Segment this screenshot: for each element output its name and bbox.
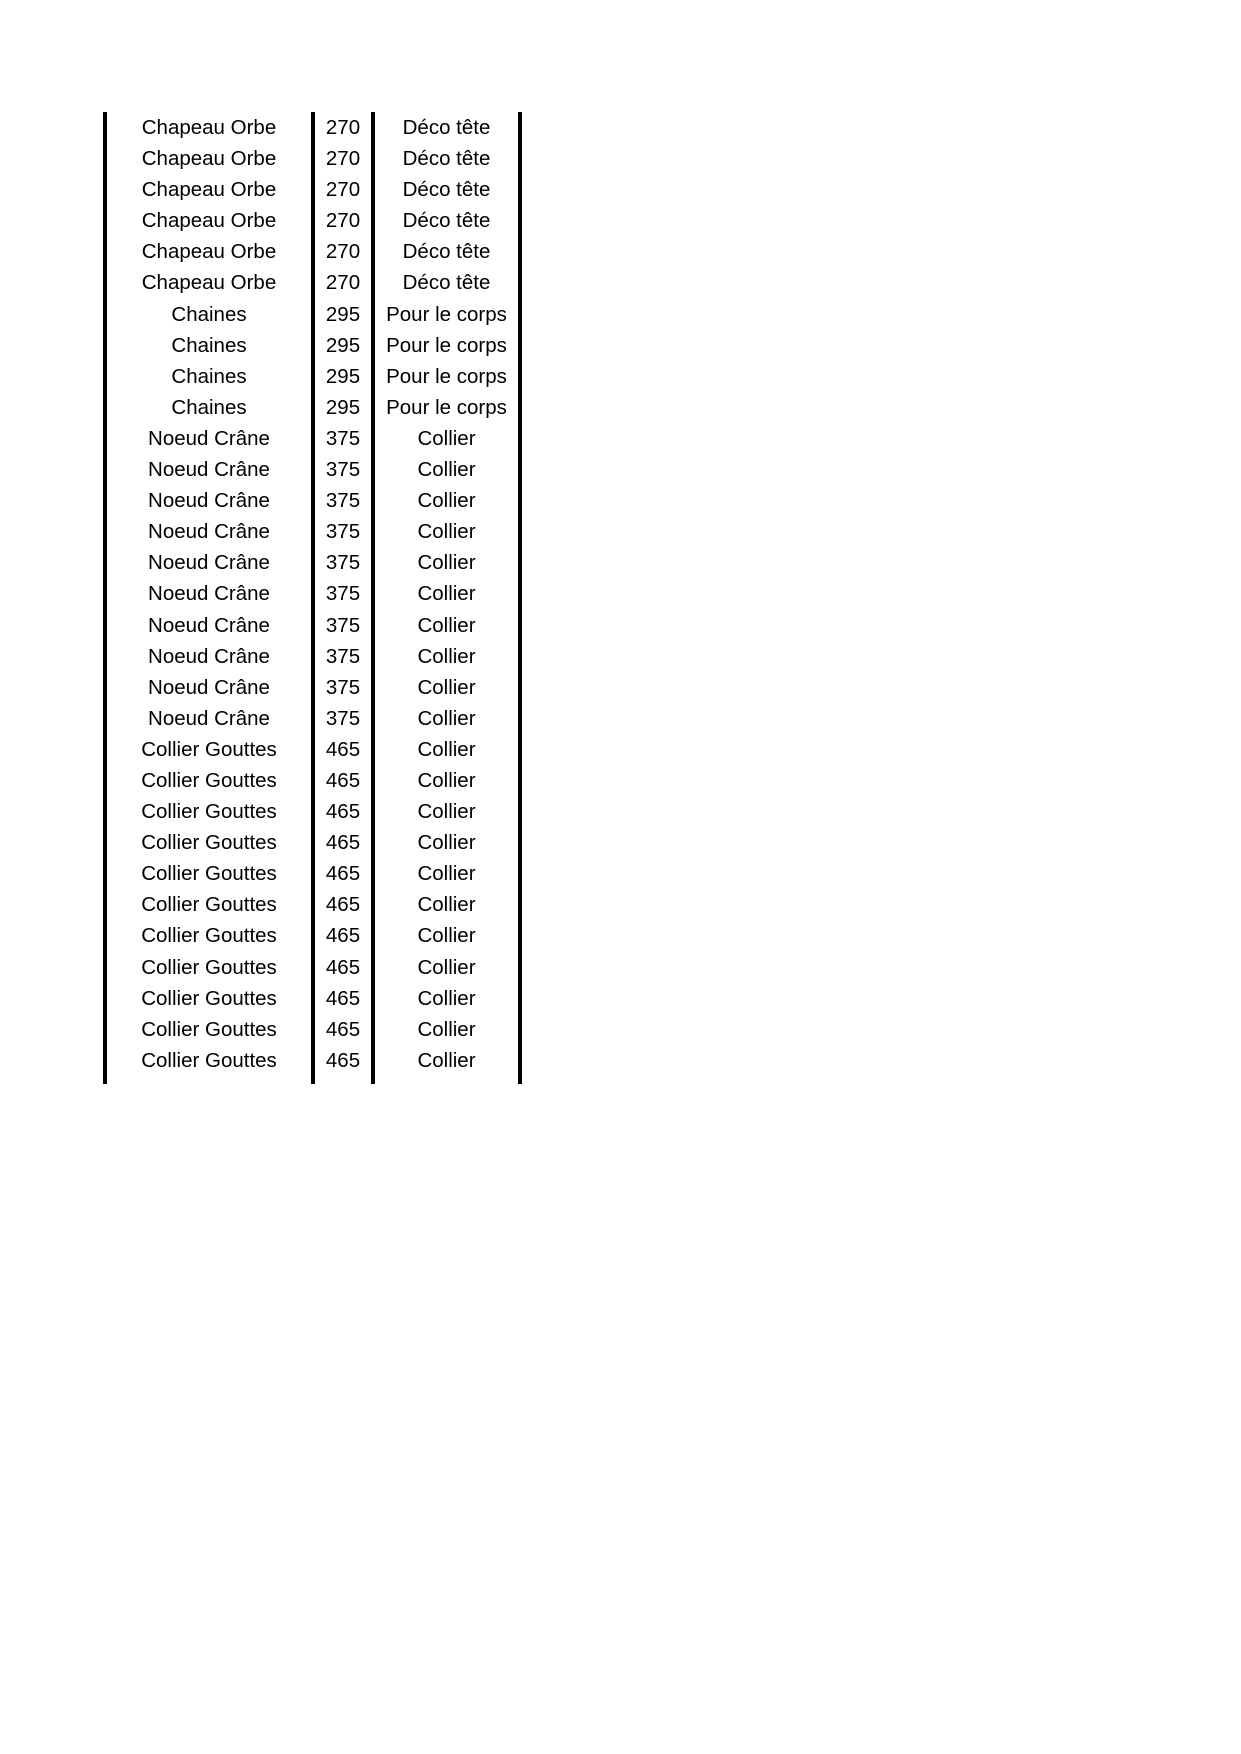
table-body: [103, 112, 522, 1076]
cell-name: Collier Gouttes: [141, 800, 277, 824]
cell-category: Collier: [417, 768, 476, 792]
cell-price: 270: [325, 240, 361, 264]
cell-category: Collier: [417, 1017, 476, 1041]
cell-name: Collier Gouttes: [141, 924, 277, 948]
cell-name: Noeud Crâne: [148, 489, 270, 513]
cell-category: Déco tête: [402, 209, 491, 233]
cell-price: 375: [325, 489, 361, 513]
cell-category: Déco tête: [402, 271, 491, 295]
cell-category: Collier: [417, 613, 476, 637]
cell-price: 375: [325, 426, 361, 450]
cell-price: 270: [325, 116, 361, 139]
cell-name: Chapeau Orbe: [141, 271, 277, 295]
cell-category: Collier: [417, 955, 476, 979]
cell-price: 375: [325, 582, 361, 606]
cell-category: Collier: [417, 675, 476, 699]
cell-category: Collier: [417, 489, 476, 513]
cell-price: 465: [325, 1048, 361, 1072]
cell-name: Collier Gouttes: [141, 862, 277, 886]
table-row: [103, 672, 522, 703]
cell-name: Noeud Crâne: [148, 706, 270, 730]
cell-category: Collier: [417, 924, 476, 948]
table-row: [103, 485, 522, 516]
cell-category: Déco tête: [402, 178, 491, 202]
table-row: [103, 641, 522, 672]
cell-category: Pour le corps: [386, 302, 507, 326]
cell-category: Collier: [417, 458, 476, 482]
table-row: [103, 361, 522, 392]
table-row: [103, 889, 522, 920]
table-row: [103, 112, 522, 143]
cell-price: 375: [325, 551, 361, 575]
table-row: [103, 174, 522, 205]
cell-name: Collier Gouttes: [141, 831, 277, 855]
table-row: [103, 205, 522, 236]
cell-name: Collier Gouttes: [141, 955, 277, 979]
table-row: [103, 299, 522, 330]
cell-price: 295: [325, 302, 361, 326]
cell-price: 375: [325, 613, 361, 637]
cell-name: Noeud Crâne: [148, 675, 270, 699]
cell-name: Chaines: [171, 395, 247, 419]
table-row: [103, 610, 522, 641]
cell-category: Déco tête: [402, 240, 491, 264]
cell-price: 465: [325, 986, 361, 1010]
cell-name: Chapeau Orbe: [141, 240, 277, 264]
cell-category: Déco tête: [402, 147, 491, 171]
cell-price: 270: [325, 147, 361, 171]
cell-name: Chaines: [171, 302, 247, 326]
cell-price: 375: [325, 675, 361, 699]
cell-name: Chaines: [171, 364, 247, 388]
table-row: [103, 547, 522, 578]
cell-name: Noeud Crâne: [148, 582, 270, 606]
cell-category: Collier: [417, 737, 476, 761]
table-row: [103, 1045, 522, 1076]
cell-category: Pour le corps: [386, 333, 507, 357]
cell-price: 465: [325, 862, 361, 886]
cell-price: 270: [325, 209, 361, 233]
table-row: [103, 703, 522, 734]
table-row: [103, 578, 522, 609]
cell-price: 375: [325, 706, 361, 730]
cell-category: Collier: [417, 706, 476, 730]
cell-name: Chapeau Orbe: [141, 147, 277, 171]
table-row: [103, 858, 522, 889]
cell-name: Noeud Crâne: [148, 458, 270, 482]
cell-price: 270: [325, 178, 361, 202]
cell-category: Collier: [417, 520, 476, 544]
table-row: [103, 392, 522, 423]
cell-price: 270: [325, 271, 361, 295]
cell-category: Collier: [417, 893, 476, 917]
table-row: [103, 236, 522, 267]
cell-category: Collier: [417, 986, 476, 1010]
cell-name: Noeud Crâne: [148, 644, 270, 668]
cell-category: Pour le corps: [386, 395, 507, 419]
spreadsheet-table: [103, 112, 522, 1084]
cell-name: Collier Gouttes: [141, 1048, 277, 1072]
cell-name: Chapeau Orbe: [141, 209, 277, 233]
table-row: [103, 516, 522, 547]
cell-price: 465: [325, 768, 361, 792]
cell-category: Pour le corps: [386, 364, 507, 388]
table-row: [103, 983, 522, 1014]
cell-name: Collier Gouttes: [141, 893, 277, 917]
cell-name: Noeud Crâne: [148, 613, 270, 637]
cell-price: 465: [325, 893, 361, 917]
table-row: [103, 920, 522, 951]
table-row: [103, 267, 522, 298]
table-row: [103, 1014, 522, 1045]
table-row: [103, 952, 522, 983]
cell-price: 375: [325, 644, 361, 668]
table-row: [103, 796, 522, 827]
cell-price: 465: [325, 737, 361, 761]
table-row: [103, 330, 522, 361]
cell-price: 465: [325, 1017, 361, 1041]
cell-price: 375: [325, 458, 361, 482]
table-row: [103, 423, 522, 454]
table-row: [103, 143, 522, 174]
cell-name: Chapeau Orbe: [141, 178, 277, 202]
cell-price: 295: [325, 364, 361, 388]
table-row: [103, 827, 522, 858]
cell-price: 375: [325, 520, 361, 544]
cell-name: Noeud Crâne: [148, 551, 270, 575]
table-row: [103, 765, 522, 796]
cell-category: Collier: [417, 426, 476, 450]
cell-category: Collier: [417, 862, 476, 886]
cell-category: Déco tête: [402, 116, 491, 139]
cell-category: Collier: [417, 582, 476, 606]
cell-price: 465: [325, 831, 361, 855]
cell-price: 295: [325, 395, 361, 419]
cell-category: Collier: [417, 551, 476, 575]
cell-price: 295: [325, 333, 361, 357]
cell-category: Collier: [417, 1048, 476, 1072]
cell-name: Noeud Crâne: [148, 520, 270, 544]
cell-name: Noeud Crâne: [148, 426, 270, 450]
cell-name: Collier Gouttes: [141, 737, 277, 761]
cell-name: Collier Gouttes: [141, 768, 277, 792]
cell-name: Chaines: [171, 333, 247, 357]
cell-name: Collier Gouttes: [141, 1017, 277, 1041]
cell-price: 465: [325, 955, 361, 979]
table-row: [103, 454, 522, 485]
cell-name: Collier Gouttes: [141, 986, 277, 1010]
cell-category: Collier: [417, 831, 476, 855]
cell-category: Collier: [417, 800, 476, 824]
cell-price: 465: [325, 924, 361, 948]
table-row: [103, 734, 522, 765]
cell-name: Chapeau Orbe: [141, 116, 277, 139]
cell-category: Collier: [417, 644, 476, 668]
cell-price: 465: [325, 800, 361, 824]
